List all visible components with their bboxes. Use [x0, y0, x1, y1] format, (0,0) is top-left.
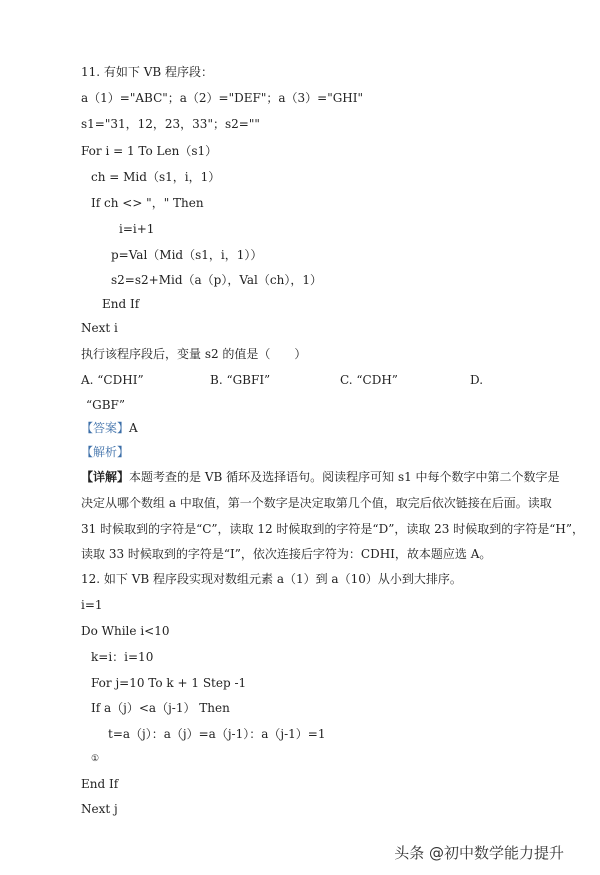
code-line: For j=10 To k + 1 Step -1: [91, 676, 247, 690]
q12-title: 12. 如下 VB 程序段实现对数组元素 a（1）到 a（10）从小到大排序。: [81, 572, 462, 586]
code-line: Next j: [81, 802, 118, 816]
code-line: a（1）="ABC"；a（2）="DEF"；a（3）="GHI": [81, 91, 364, 105]
detail-line: 31 时候取到的字符是“C”，读取 12 时候取到的字符是“D”，读取 23 时候取到的字符是“H”，: [81, 522, 584, 536]
q11-question: 执行该程序段后，变量 s2 的值是（ ）: [81, 347, 307, 361]
code-line: End If: [81, 777, 119, 791]
answer-line: [81, 420, 138, 436]
code-line: End If: [102, 297, 140, 311]
answer-tag: 【答案】: [81, 421, 130, 435]
option-d: D.: [470, 373, 484, 387]
option-c: C. “CDH”: [340, 373, 398, 387]
option-d-value: “GBF”: [86, 398, 125, 412]
code-line: i=1: [81, 598, 103, 612]
code-line: s1="31，12，23，33"；s2="": [81, 117, 260, 131]
code-line: p=Val（Mid（s1，i，1））: [111, 248, 263, 262]
watermark: 头条 @初中数学能力提升: [394, 844, 564, 862]
code-line: Do While i<10: [81, 624, 170, 638]
code-line: If a（j）<a（j-1） Then: [91, 701, 230, 715]
code-line: For i = 1 To Len（s1）: [81, 144, 218, 158]
code-line: If ch <> "，" Then: [91, 196, 204, 210]
detail-line: 决定从哪个数组 a 中取值，第一个数字是决定取第几个值，取完后依次链接在后面。读取: [81, 496, 552, 510]
answer-value: A: [129, 421, 138, 435]
detail-line: 读取 33 时候取到的字符是“I”，依次连接后字符为：CDHI，故本题应选 A。: [81, 547, 492, 561]
code-line: ch = Mid（s1，i，1）: [91, 170, 221, 184]
code-line: Next i: [81, 321, 118, 335]
code-line: s2=s2+Mid（a（p），Val（ch），1）: [111, 273, 322, 287]
code-line: t=a（j）：a（j）=a（j-1）：a（j-1）=1: [108, 727, 326, 741]
detail-tag: 【详解】: [81, 470, 130, 484]
q11-title: 11. 有如下 VB 程序段：: [81, 65, 214, 79]
detail-line: [81, 469, 560, 485]
code-line: k=i：i=10: [91, 650, 154, 664]
code-line: i=i+1: [119, 222, 155, 236]
detail-text: 本题考查的是 VB 循环及选择语句。阅读程序可知 s1 中每个数字中第二个数字是: [129, 470, 560, 484]
option-b: B. “GBFI”: [210, 373, 271, 387]
analysis-tag: 【解析】: [81, 445, 130, 459]
option-a: A. “CDHI”: [81, 373, 144, 387]
blank-marker: ①: [91, 754, 100, 764]
